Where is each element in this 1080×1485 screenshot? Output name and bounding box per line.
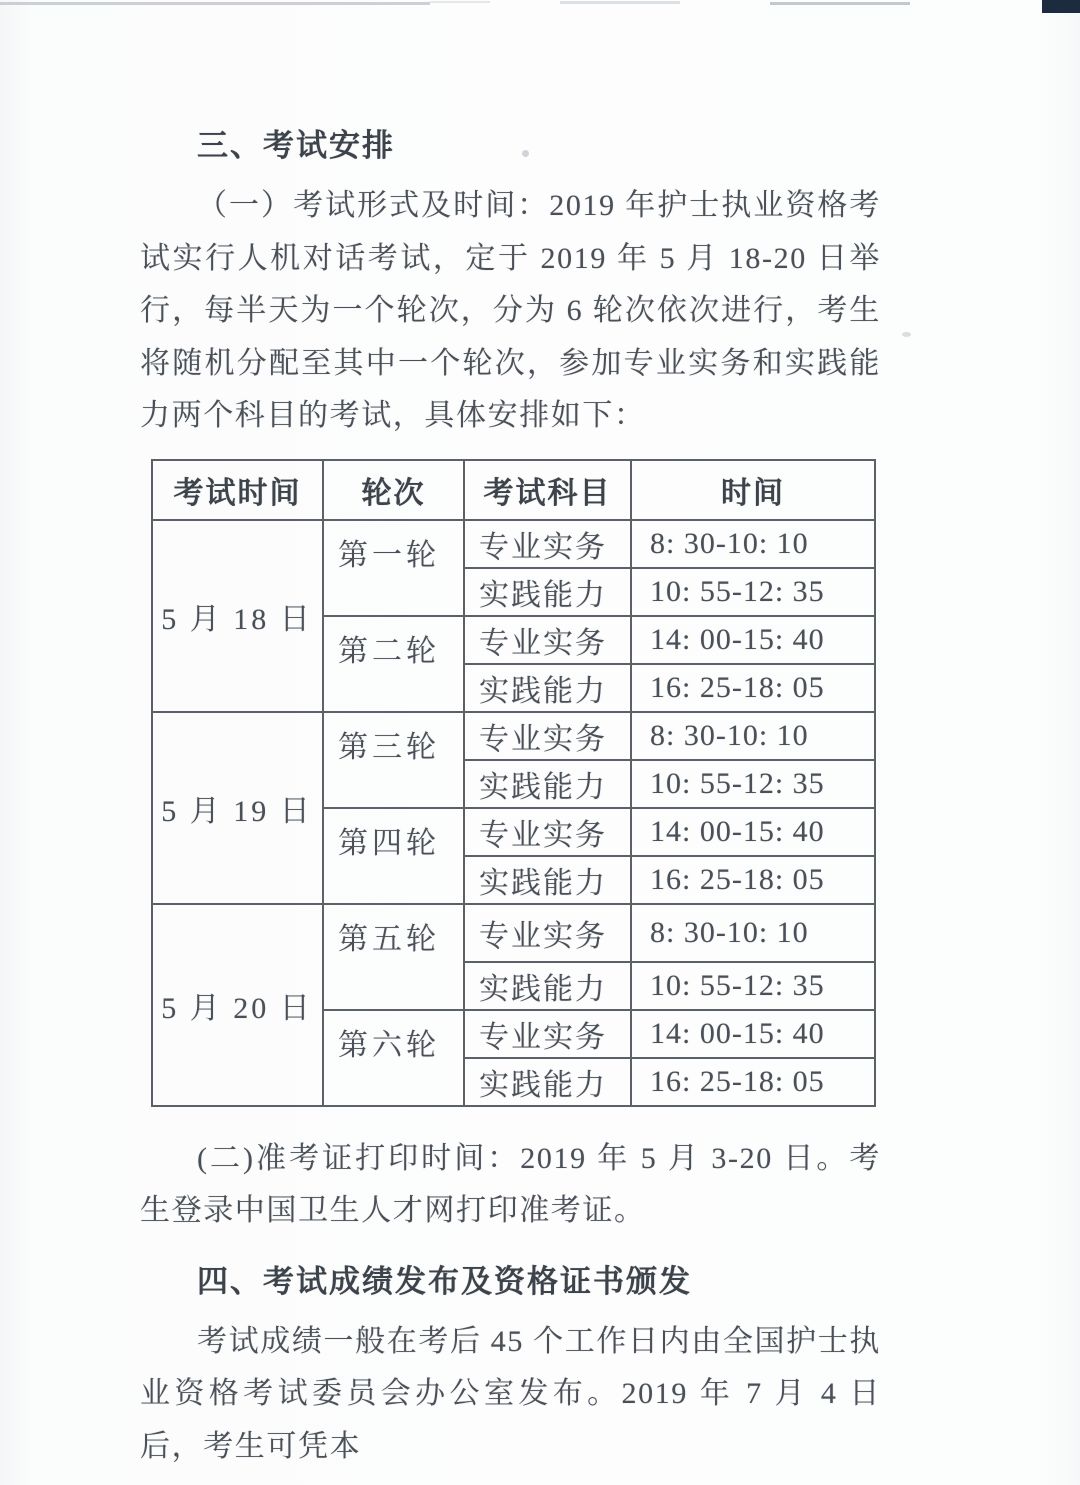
subject-cell: 实践能力 [464,760,631,808]
scan-artifact-line [560,1,680,4]
table-row [152,520,875,568]
subject-cell: 实践能力 [464,962,631,1010]
paragraph-admission-ticket: (二)准考证打印时间：2019 年 5 月 3-20 日。考生登录中国卫生人才网打印准考证。 [140,1141,881,1227]
section-heading-results: 四、考试成绩发布及资格证书颁发 [197,1263,692,1299]
scan-artifact-line [770,2,910,5]
exam-schedule-table [151,459,876,1107]
scan-artifact-corner-mark [1042,0,1080,13]
round-cell: 第六轮 [323,1010,464,1106]
table-row [152,904,875,962]
document-content [140,126,881,1473]
scan-artifact-line [0,2,430,5]
subject-cell: 专业实务 [464,712,631,760]
time-cell: 14: 00-15: 40 [631,808,875,856]
date-cell: 5 月 19 日 [152,712,323,904]
header-exam-date: 考试时间 [152,460,323,520]
table-row [152,712,875,760]
time-cell: 14: 00-15: 40 [631,1010,875,1058]
time-cell: 8: 30-10: 10 [631,904,875,962]
paragraph-exam-format-time: （一）考试形式及时间：2019 年护士执业资格考试实行人机对话考试，定于 2019 年 5 月 18-20 日举行，每半天为一个轮次，分为 6 轮次依次进行，考生将随机分配至其中一个轮次，参加专业实务和实践能力两个科目的考试，具体安排如下： [140,189,881,432]
round-cell: 第二轮 [323,616,464,712]
subject-cell: 专业实务 [464,520,631,568]
time-cell: 10: 55-12: 35 [631,760,875,808]
time-cell: 10: 55-12: 35 [631,568,875,616]
time-cell: 16: 25-18: 05 [631,1058,875,1106]
time-cell: 16: 25-18: 05 [631,856,875,904]
section-heading-exam-arrangement: 三、考试安排 [197,128,395,163]
round-cell: 第一轮 [323,520,464,616]
subject-cell: 专业实务 [464,808,631,856]
header-round: 轮次 [323,460,464,520]
header-time: 时间 [631,460,875,520]
round-cell: 第四轮 [323,808,464,904]
round-cell: 第三轮 [323,712,464,808]
time-cell: 10: 55-12: 35 [631,962,875,1010]
subject-cell: 实践能力 [464,664,631,712]
time-cell: 8: 30-10: 10 [631,712,875,760]
subject-cell: 实践能力 [464,568,631,616]
time-cell: 8: 30-10: 10 [631,520,875,568]
subject-cell: 专业实务 [464,1010,631,1058]
header-subject: 考试科目 [464,460,631,520]
scan-artifact-speck [902,332,911,337]
table-header-row [152,460,875,520]
time-cell: 16: 25-18: 05 [631,664,875,712]
paragraph-results: 考试成绩一般在考后 45 个工作日内由全国护士执业资格考试委员会办公室发布。2019 年 7 月 4 日后，考生可凭本 [140,1324,881,1463]
time-cell: 14: 00-15: 40 [631,616,875,664]
subject-cell: 专业实务 [464,616,631,664]
subject-cell: 实践能力 [464,1058,631,1106]
subject-cell: 实践能力 [464,856,631,904]
date-cell: 5 月 20 日 [152,904,323,1106]
scan-artifact-line [430,1,490,3]
subject-cell: 专业实务 [464,904,631,962]
date-cell: 5 月 18 日 [152,520,323,712]
round-cell: 第五轮 [323,904,464,1010]
